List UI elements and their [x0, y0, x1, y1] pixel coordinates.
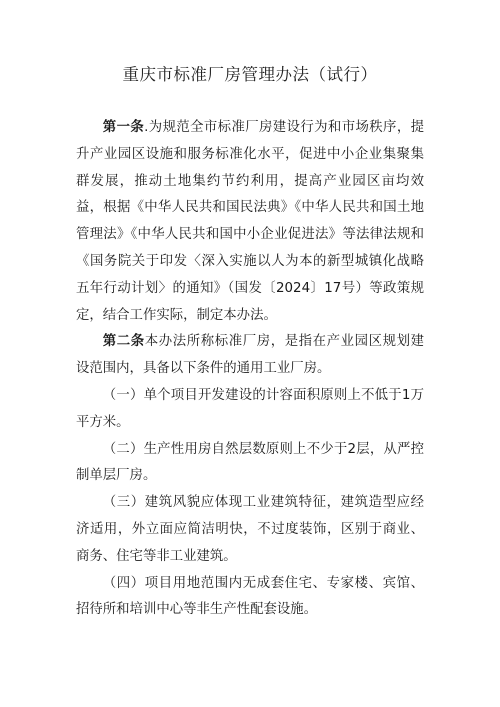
article-2-text: 本办法所称标准厂房，是指在产业园区规划建设范围内，具备以下条件的通用工业厂房。 [76, 334, 425, 377]
article-2-item-1: （一）单个项目开发建设的计容面积原则上不低于1万平方米。 [76, 387, 424, 430]
article-1-label: 第一条 [102, 120, 145, 135]
article-2-item-3: （三）建筑风貌应体现工业建筑特征，建筑造型应经济适用，外立面应简洁明快，不过度装饰，区别于商业、商务、住宅等非工业建筑。 [76, 495, 424, 564]
article-2-label: 第二条 [102, 334, 145, 350]
article-2-item-2: （二）生产性用房自然层数原则上不少于2层，从严控制单层厂房。 [76, 441, 424, 484]
article-2 [76, 329, 424, 383]
document-title: 重庆市标准厂房管理办法（试行） [122, 65, 378, 84]
article-1-text: .为规范全市标准厂房建设行为和市场秩序，提升产业园区设施和服务标准化水平，促进中小企业集聚集群发展，推动土地集约节约利用，提高产业园区亩均效益，根据《中华人民共和国民法典》《中华人民共和国土地管理法》《中华人民共和国中小企业促进法》等法律法规和《国务院关于印发〈深入实施以人为本的新型城镇化战略五年行动计划〉的通知》（国发〔2024〕17号）等政策规定，结合工作实际，制定本办法。 [76, 120, 424, 323]
article-2-item-4: （四）项目用地范围内无成套住宅、专家楼、宾馆、招待所和培训中心等非生产性配套设施。 [76, 575, 424, 618]
article-1 [76, 115, 424, 329]
